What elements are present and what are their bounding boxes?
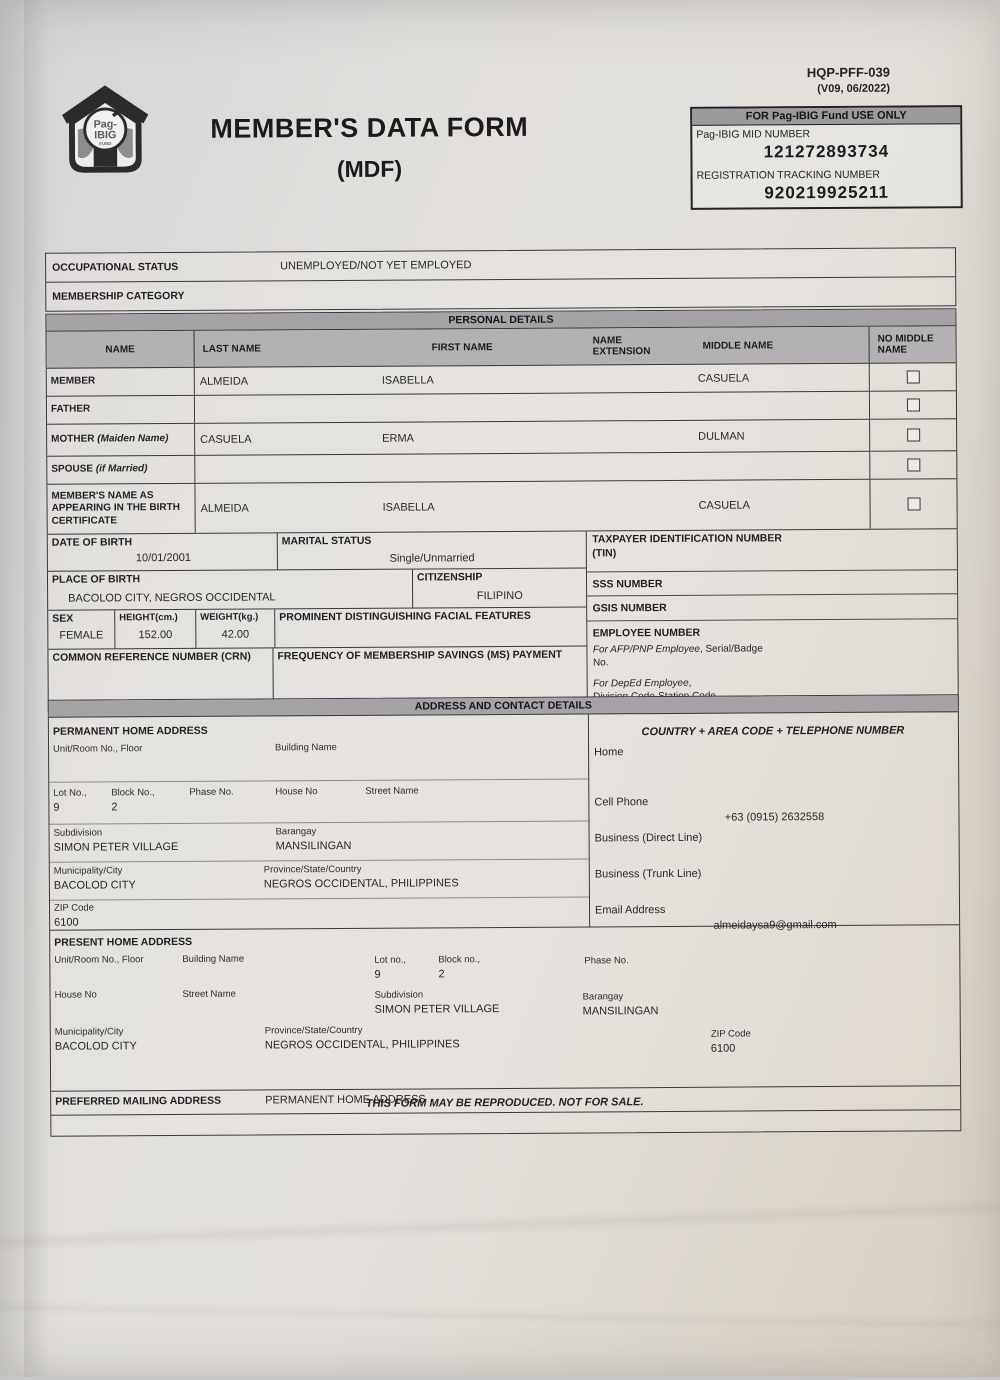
no-middle-name-checkbox — [907, 428, 920, 441]
tin-cell: TAXPAYER IDENTIFICATION NUMBER (TIN) — [587, 529, 957, 572]
mid-number-label: Pag-IBIG MID NUMBER — [692, 124, 960, 141]
cell-phone-field: Cell Phone +63 (0915) 2632558 — [594, 794, 954, 824]
mother-middle-name: DULMAN — [693, 420, 869, 452]
row-label: SPOUSE (if Married) — [47, 456, 195, 484]
bc-name-extension — [587, 481, 693, 531]
svg-text:Pag-: Pag- — [94, 118, 118, 130]
gsis-number-cell: GSIS NUMBER — [588, 594, 958, 621]
mother-first-name: ERMA — [377, 421, 587, 453]
crn-cell: COMMON REFERENCE NUMBER (CRN) — [48, 648, 273, 703]
table-row-birth-certificate-name — [47, 479, 956, 535]
ms-frequency-cell: FREQUENCY OF MEMBERSHIP SAVINGS (MS) PAYMENT — [273, 646, 587, 702]
deped-note: For DepEd Employee, — [593, 675, 953, 703]
present-address-title: PRESENT HOME ADDRESS — [54, 936, 192, 949]
block-no-field: Block no., 2 — [438, 954, 480, 980]
mother-name-extension — [587, 421, 693, 453]
building-name-field: Building Name — [275, 742, 337, 756]
address-contact-section — [48, 694, 962, 1137]
form-code-number: HQP-PFF-039 — [807, 64, 890, 82]
col-header-first-name: FIRST NAME — [376, 328, 586, 365]
form-code-version: (V09, 06/2022) — [807, 81, 890, 96]
spouse-last-name — [195, 455, 377, 483]
date-of-birth-cell: DATE OF BIRTH 10/01/2001 — [48, 533, 278, 570]
facial-features-cell: PROMINENT DISTINGUISHING FACIAL FEATURES — [275, 607, 587, 647]
bc-middle-name: CASUELA — [693, 480, 869, 530]
member-last-name: ALMEIDA — [195, 367, 377, 395]
row-label: MEMBER — [47, 368, 195, 396]
no-middle-name-cell — [869, 451, 956, 479]
municipality-field: Municipality/City BACOLOD CITY — [55, 1026, 137, 1052]
weight-cell: WEIGHT(kg.) 42.00 — [196, 609, 275, 647]
row-label: FATHER — [47, 396, 195, 424]
date-of-birth-value: 10/01/2001 — [136, 552, 191, 564]
status-box — [45, 247, 956, 312]
father-last-name — [195, 395, 377, 423]
marital-status-cell: MARITAL STATUS Single/Unmarried — [278, 531, 587, 569]
col-header-middle-name: MIDDLE NAME — [692, 327, 868, 364]
personal-details-title: PERSONAL DETAILS — [46, 309, 955, 332]
place-of-birth-cell: PLACE OF BIRTH BACOLOD CITY, NEGROS OCCIDENTAL — [48, 570, 413, 610]
house-no-field: House No — [275, 786, 317, 800]
membership-category-label: MEMBERSHIP CATEGORY — [52, 289, 280, 302]
province-field: Province/State/Country NEGROS OCCIDENTAL, PHILIPPINES — [264, 863, 459, 890]
street-name-field: Street Name — [183, 989, 236, 1003]
address-section-title: ADDRESS AND CONTACT DETAILS — [49, 695, 958, 718]
member-middle-name: CASUELA — [693, 364, 869, 392]
barangay-field: Barangay MANSILINGAN — [276, 826, 352, 852]
personal-details-grid — [48, 529, 958, 711]
rtn-label: REGISTRATION TRACKING NUMBER — [692, 165, 960, 182]
form-subtitle: (MDF) — [154, 154, 584, 184]
col-header-name-extension: NAME EXTENSION — [586, 328, 692, 365]
email-field: Email Address almeidaysa9@gmail.com — [595, 902, 955, 932]
bc-first-name: ISABELLA — [377, 481, 587, 531]
row-label: MEMBER'S NAME AS APPEARING IN THE BIRTH CERTIFICATE — [47, 484, 195, 534]
rtn-value: 920219925211 — [693, 180, 961, 208]
mdf-form — [43, 0, 963, 1380]
phase-no-field: Phase No. — [189, 787, 233, 801]
member-name-extension — [587, 365, 693, 393]
sex-value: FEMALE — [48, 629, 114, 641]
building-name-field: Building Name — [182, 954, 244, 968]
no-middle-name-cell — [869, 363, 956, 391]
no-middle-name-checkbox — [907, 497, 920, 510]
preferred-mailing-label: PREFERRED MAILING ADDRESS — [55, 1095, 221, 1108]
spouse-first-name — [377, 453, 587, 481]
weight-value: 42.00 — [196, 628, 274, 640]
father-middle-name — [693, 392, 869, 420]
subdivision-field: Subdivision SIMON PETER VILLAGE — [54, 827, 179, 854]
employee-number-cell: EMPLOYEE NUMBER For AFP/PNP Employee, Serial/Badge No. For DepEd Employee, — [588, 619, 958, 707]
col-header-no-middle-name: NO MIDDLE NAME — [868, 326, 955, 363]
municipality-field: Municipality/City BACOLOD CITY — [54, 865, 136, 891]
footer-note: THIS FORM MAY BE REPRODUCED. NOT FOR SALE. — [50, 1094, 959, 1112]
marital-status-value: Single/Unmarried — [278, 551, 586, 565]
personal-details-header-row — [46, 326, 955, 369]
row-label: MOTHER (Maiden Name) — [47, 424, 195, 456]
occupational-status-value: UNEMPLOYED/NOT YET EMPLOYED — [280, 259, 471, 272]
no-middle-name-cell — [869, 391, 956, 419]
fund-use-only-box — [690, 105, 963, 210]
lot-no-field: Lot No., 9 — [53, 788, 86, 814]
permanent-address-title: PERMANENT HOME ADDRESS — [53, 725, 208, 738]
no-middle-name-checkbox — [906, 398, 919, 411]
member-first-name: ISABELLA — [377, 365, 587, 393]
citizenship-value: FILIPINO — [413, 589, 586, 602]
block-no-field: Block No., 2 — [111, 787, 154, 813]
personal-details-section — [45, 308, 958, 712]
sex-cell: SEX FEMALE — [48, 610, 115, 648]
no-middle-name-cell — [869, 479, 956, 529]
lot-no-field: Lot no., 9 — [374, 955, 406, 981]
citizenship-cell: CITIZENSHIP FILIPINO — [413, 568, 587, 607]
phase-no-field: Phase No. — [584, 955, 628, 969]
contact-block — [589, 712, 958, 926]
place-of-birth-value: BACOLOD CITY, NEGROS OCCIDENTAL — [68, 591, 275, 604]
mid-number-value: 121272893734 — [692, 139, 960, 167]
business-trunk-field: Business (Trunk Line) — [595, 868, 702, 881]
subdivision-field: Subdivision SIMON PETER VILLAGE — [375, 989, 500, 1016]
col-header-last-name: LAST NAME — [194, 330, 376, 367]
home-phone-field: Home — [594, 746, 623, 758]
no-middle-name-checkbox — [907, 458, 920, 471]
no-middle-name-cell — [869, 419, 956, 451]
bc-last-name: ALMEIDA — [195, 483, 377, 533]
province-field: Province/State/Country NEGROS OCCIDENTAL, PHILIPPINES — [265, 1024, 460, 1051]
no-middle-name-checkbox — [906, 370, 919, 383]
afp-note: For AFP/PNP Employee, Serial/Badge No. — [593, 642, 773, 669]
spouse-middle-name — [693, 452, 869, 480]
permanent-address-block — [49, 714, 590, 929]
preferred-mailing-value: PERMANENT HOME ADDRESS — [265, 1093, 426, 1106]
cell-phone-value: +63 (0915) 2632558 — [594, 810, 954, 824]
father-first-name — [377, 393, 587, 421]
zip-code-field: ZIP Code 6100 — [54, 903, 94, 929]
form-title: MEMBER'S DATA FORM — [154, 111, 584, 145]
email-value: almeidaysa9@gmail.com — [595, 918, 955, 932]
father-name-extension — [587, 393, 693, 421]
form-code — [807, 64, 890, 97]
phone-header: COUNTRY + AREA CODE + TELEPHONE NUMBER — [589, 724, 957, 738]
unit-floor-field: Unit/Room No., Floor — [53, 743, 142, 758]
barangay-field: Barangay MANSILINGAN — [583, 991, 659, 1017]
present-address-block — [50, 925, 960, 1091]
pagibig-logo-icon — [56, 84, 155, 181]
zip-code-field: ZIP Code 6100 — [711, 1028, 751, 1054]
spouse-name-extension — [587, 453, 693, 481]
fund-use-only-header: FOR Pag-IBIG Fund USE ONLY — [692, 107, 960, 126]
street-name-field: Street Name — [365, 786, 418, 800]
height-value: 152.00 — [115, 629, 195, 641]
height-cell: HEIGHT(cm.) 152.00 — [115, 610, 196, 648]
occupational-status-label: OCCUPATIONAL STATUS — [52, 260, 280, 273]
mother-last-name: CASUELA — [195, 423, 377, 455]
svg-text:IBIG: IBIG — [94, 129, 116, 141]
business-direct-field: Business (Direct Line) — [595, 832, 703, 845]
col-header-name: NAME — [46, 331, 194, 368]
sss-number-cell: SSS NUMBER — [587, 570, 957, 596]
unit-floor-field: Unit/Room No., Floor — [54, 954, 143, 969]
svg-text:FUND: FUND — [99, 141, 111, 146]
house-no-field: House No — [55, 989, 97, 1003]
